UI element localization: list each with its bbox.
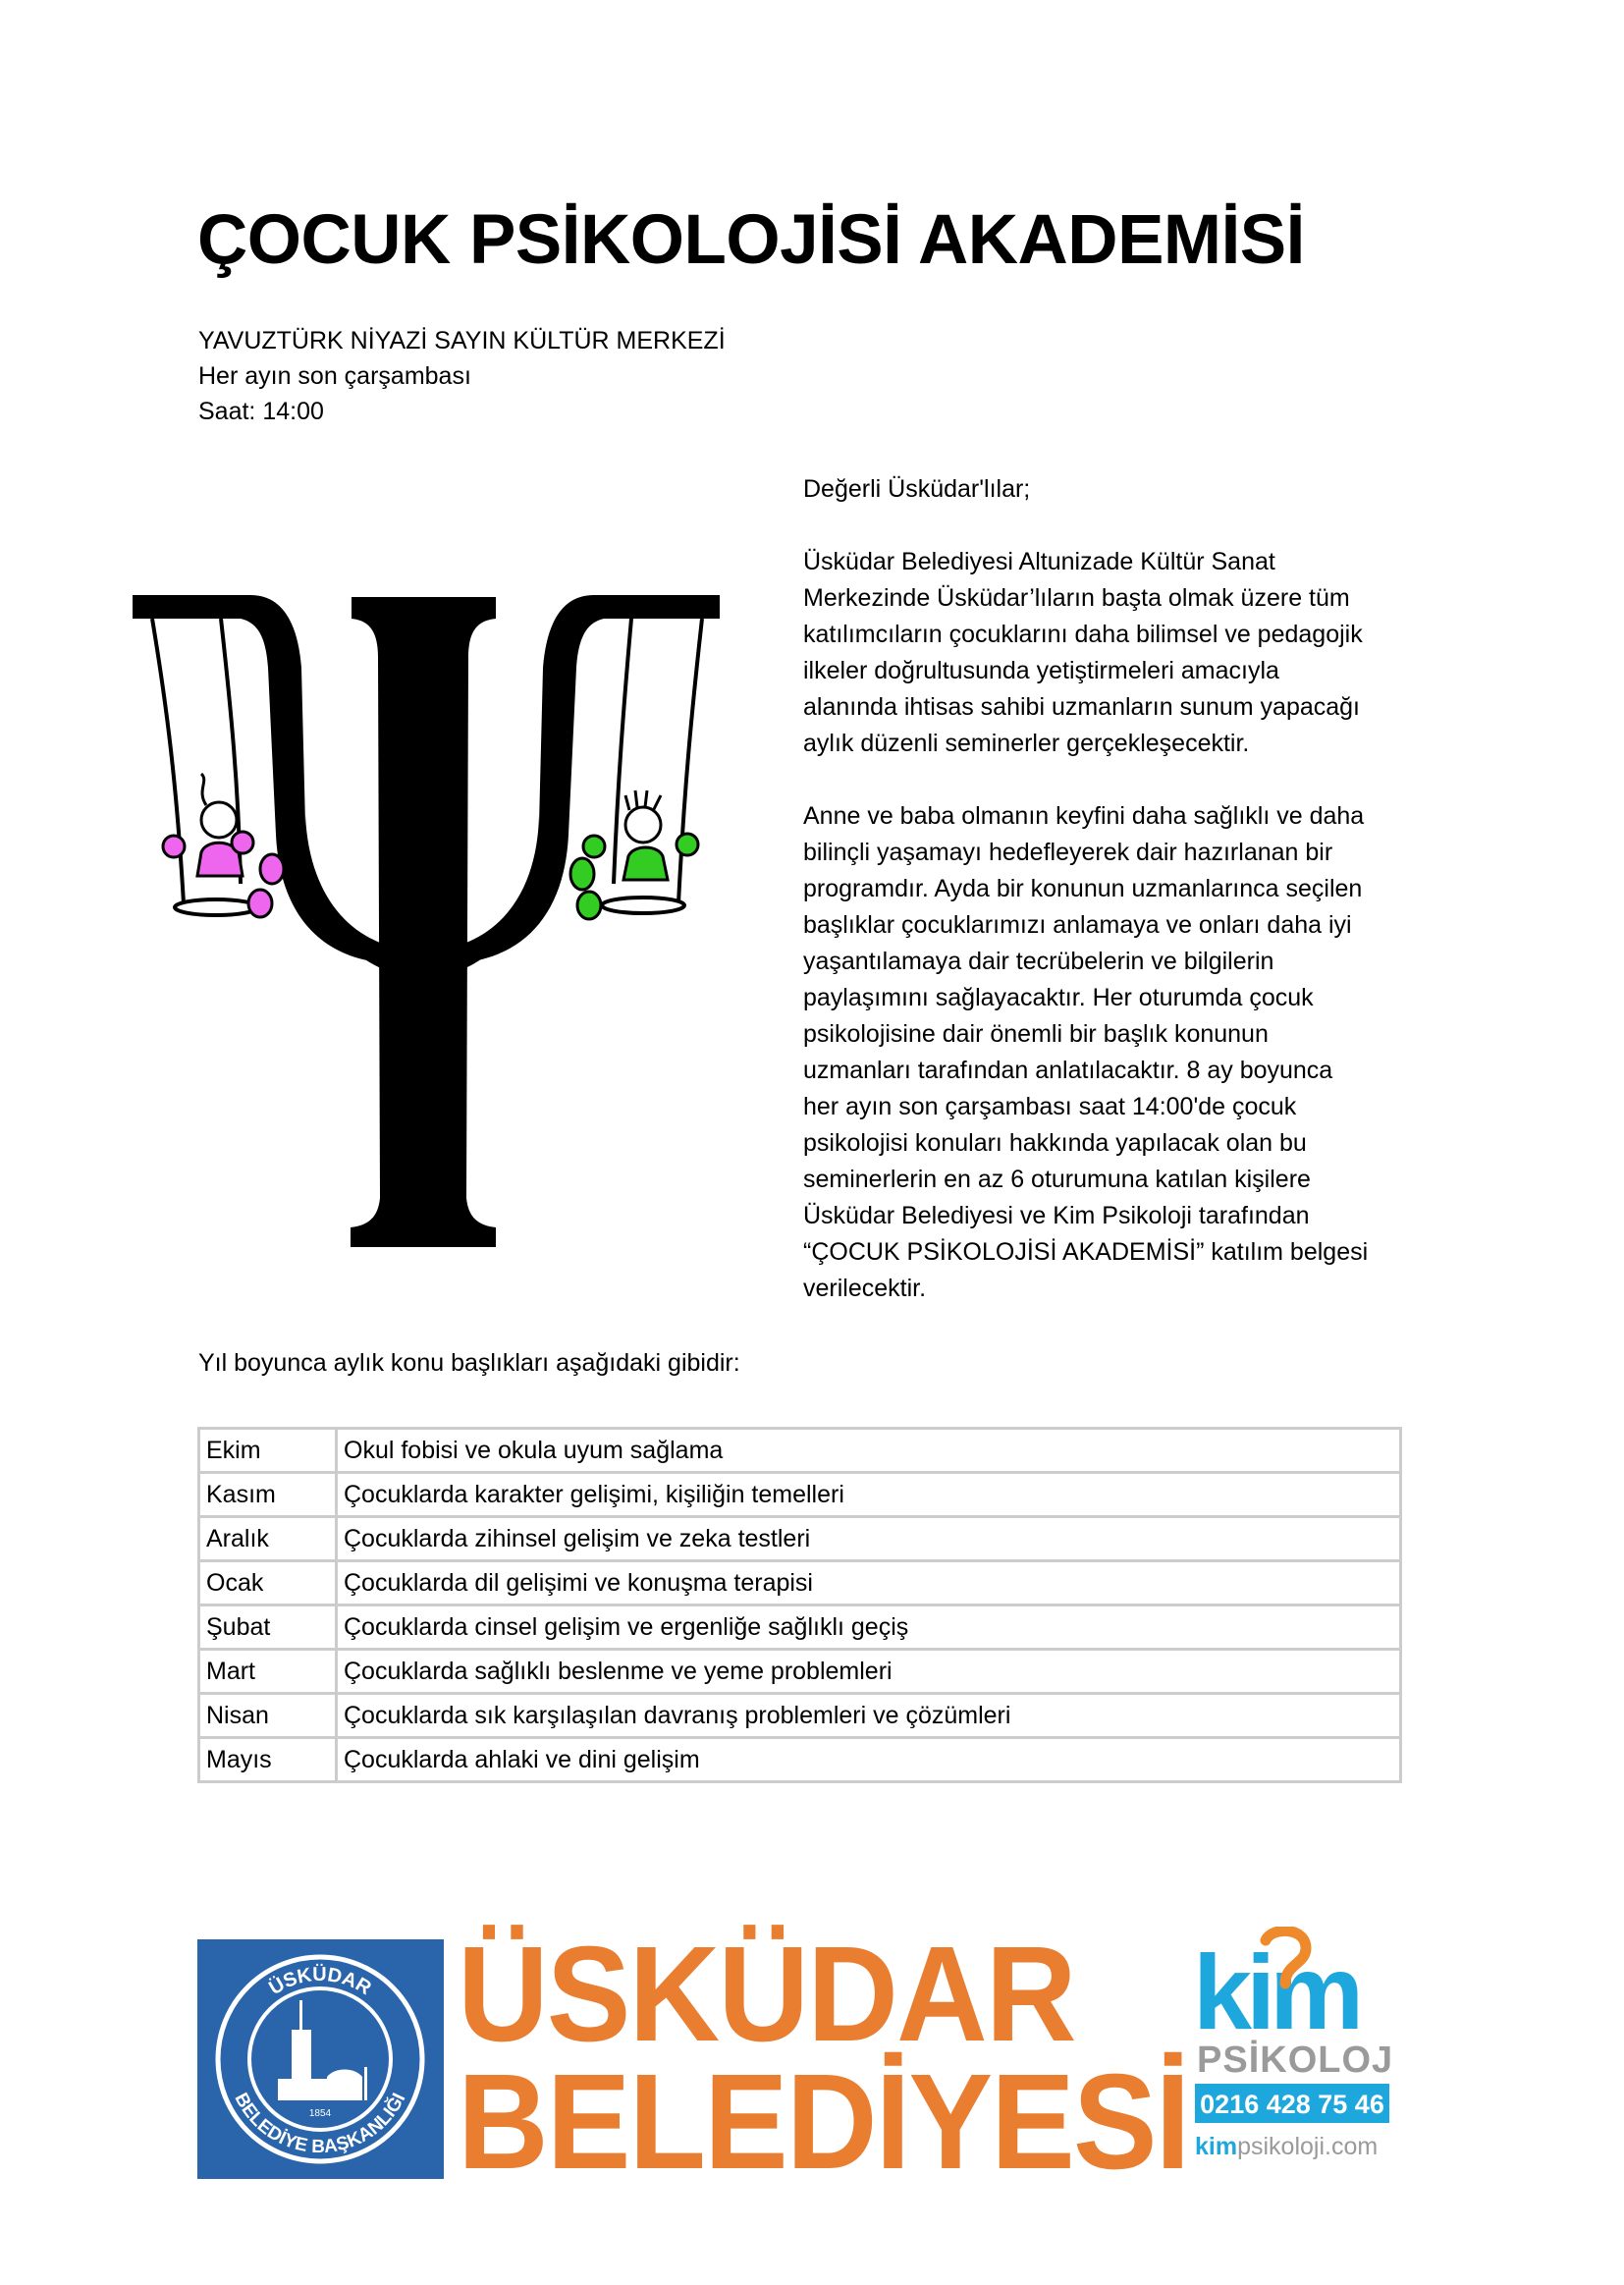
kim-logo-graphic: [1183, 1927, 1394, 2177]
table-row: [199, 1738, 1401, 1782]
table-row: [199, 1650, 1401, 1694]
seal-top-text: ÜSKÜDAR: [265, 1963, 375, 2000]
paragraph-2: [803, 798, 1451, 1307]
text-line: seminerlerin en az 6 oturumuna katılan kişilere: [803, 1166, 1311, 1193]
uskudar-wordmark-line1: ÜSKÜDAR: [458, 1919, 1075, 2070]
seal-year: 1854: [308, 2108, 332, 2119]
svg-text:ÜSKÜDAR: [265, 1963, 375, 2000]
table-row: [199, 1605, 1401, 1650]
table-row: [199, 1429, 1401, 1473]
text-line: her ayın son çarşambası saat 14:00'de çocuk: [803, 1093, 1297, 1120]
month-cell: Kasım: [199, 1473, 337, 1517]
topic-cell: Çocuklarda zihinsel gelişim ve zeka testleri: [337, 1517, 1401, 1561]
topics-intro: Yıl boyunca aylık konu başlıkları aşağıdaki gibidir:: [198, 1349, 740, 1377]
month-cell: Ocak: [199, 1561, 337, 1605]
text-line: “ÇOCUK PSİKOLOJİSİ AKADEMİSİ” katılım belgesi: [803, 1238, 1369, 1266]
topic-cell: Çocuklarda sık karşılaşılan davranış problemleri ve çözümleri: [337, 1694, 1401, 1738]
table-row: [199, 1694, 1401, 1738]
month-cell: Mart: [199, 1650, 337, 1694]
topics-table: [197, 1427, 1402, 1783]
topic-cell: Çocuklarda cinsel gelişim ve ergenliğe sağlıklı geçiş: [337, 1605, 1401, 1650]
text-line: programdır. Ayda bir konunun uzmanlarınca seçilen: [803, 875, 1363, 902]
boy-on-swing: [570, 619, 702, 919]
month-cell: Şubat: [199, 1605, 337, 1650]
website-brand: kim: [1195, 2133, 1238, 2160]
text-line: psikolojisi konuları hakkında yapılacak olan bu: [803, 1129, 1307, 1157]
text-line: psikolojisine dair önemli bir başlık konunun: [803, 1020, 1269, 1048]
time: Saat: 14:00: [198, 398, 324, 425]
topic-cell: Çocuklarda karakter gelişimi, kişiliğin temelleri: [337, 1473, 1401, 1517]
text-line: başlıklar çocuklarımızı anlamaya ve onları daha iyi: [803, 911, 1352, 939]
month-cell: Mayıs: [199, 1738, 337, 1782]
topic-cell: Çocuklarda ahlaki ve dini gelişim: [337, 1738, 1401, 1782]
text-line: Merkezinde Üsküdar’lıların başta olmak üzere tüm: [803, 584, 1350, 612]
table-row: [199, 1561, 1401, 1605]
page-title: ÇOCUK PSİKOLOJİSİ AKADEMİSİ: [197, 201, 1305, 279]
text-line: yaşantılamaya dair tecrübelerin ve bilgilerin: [803, 948, 1274, 975]
text-line: aylık düzenli seminerler gerçekleşecektir.: [803, 730, 1250, 757]
topic-cell: Okul fobisi ve okula uyum sağlama: [337, 1429, 1401, 1473]
text-line: Üsküdar Belediyesi Altunizade Kültür Sanat: [803, 548, 1275, 575]
text-line: ilkeler doğrultusunda yetiştirmeleri amacıyla: [803, 657, 1279, 684]
uskudar-wordmark-line2: BELEDİYESİ: [458, 2046, 1189, 2198]
phone-number: 0216 428 75 46: [1200, 2090, 1384, 2119]
text-line: alanında ihtisas sahibi uzmanların sunum yapacağı: [803, 693, 1361, 721]
body-text: [803, 471, 1451, 1343]
schedule: Her ayın son çarşambası: [198, 362, 471, 390]
text-line: Üsküdar Belediyesi ve Kim Psikoloji tarafından: [803, 1202, 1310, 1229]
text-line: uzmanları tarafından anlatılacaktır. 8 ay boyunca: [803, 1057, 1333, 1084]
kim-psikoloji-logo: [1183, 1927, 1394, 2177]
topic-cell: Çocuklarda dil gelişimi ve konuşma terapisi: [337, 1561, 1401, 1605]
topic-cell: Çocuklarda sağlıklı beslenme ve yeme problemleri: [337, 1650, 1401, 1694]
kim-brand: kim: [1193, 1932, 1359, 2051]
month-cell: Aralık: [199, 1517, 337, 1561]
month-cell: Nisan: [199, 1694, 337, 1738]
psi-illustration: [133, 589, 722, 1247]
seal-icon: [197, 1939, 444, 2179]
table-row: [199, 1473, 1401, 1517]
month-cell: Ekim: [199, 1429, 337, 1473]
psi-icon: [133, 595, 720, 1247]
text-line: verilecektir.: [803, 1275, 927, 1302]
kim-website: [1195, 2133, 1378, 2160]
text-line: Anne ve baba olmanın keyfini daha sağlıklı ve daha: [803, 802, 1365, 830]
uskudar-seal-logo: [197, 1939, 444, 2179]
text-line: paylaşımını sağlayacaktır. Her oturumda çocuk: [803, 984, 1314, 1011]
table-row: [199, 1517, 1401, 1561]
kim-subtitle: PSİKOLOJİ: [1197, 2040, 1394, 2081]
website-domain: psikoloji.com: [1237, 2133, 1379, 2160]
paragraph-1: [803, 544, 1451, 762]
girl-on-swing: [152, 619, 284, 917]
venue: YAVUZTÜRK NİYAZİ SAYIN KÜLTÜR MERKEZİ: [198, 327, 726, 354]
text-line: bilinçli yaşamayı hedefleyerek dair hazırlanan bir: [803, 839, 1333, 866]
greeting: Değerli Üsküdar'lılar;: [803, 475, 1031, 503]
text-line: katılımcıların çocuklarını daha bilimsel ve pedagojik: [803, 621, 1363, 648]
seal-bottom-text: BELEDİYE BAŞKANLIĞI: [230, 2090, 410, 2158]
